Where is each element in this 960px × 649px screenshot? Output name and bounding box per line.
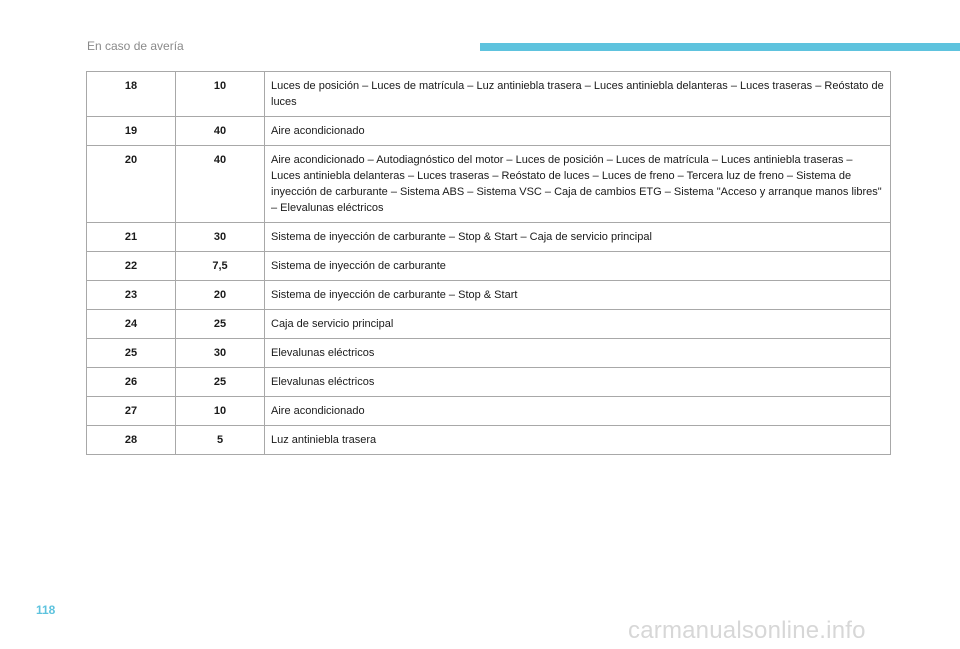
table-row <box>87 426 891 455</box>
fuse-amperage-cell: 5 <box>176 426 265 455</box>
fuse-description-cell: Aire acondicionado <box>265 397 891 426</box>
fuse-number-cell: 25 <box>87 339 176 368</box>
fuse-description-cell: Caja de servicio principal <box>265 310 891 339</box>
fuse-description-cell: Elevalunas eléctricos <box>265 339 891 368</box>
header-accent-bar <box>480 43 960 51</box>
table-row <box>87 223 891 252</box>
fuse-number-cell: 18 <box>87 72 176 117</box>
fuse-amperage-cell: 40 <box>176 146 265 223</box>
page-number: 118 <box>36 603 56 617</box>
fuse-description-cell: Aire acondicionado <box>265 117 891 146</box>
fuse-amperage-cell: 25 <box>176 310 265 339</box>
fuse-table <box>86 71 891 455</box>
fuse-number-cell: 23 <box>87 281 176 310</box>
table-row <box>87 146 891 223</box>
fuse-description-cell: Luz antiniebla trasera <box>265 426 891 455</box>
fuse-table-body <box>87 72 891 455</box>
fuse-number-cell: 27 <box>87 397 176 426</box>
table-row <box>87 117 891 146</box>
fuse-number-cell: 26 <box>87 368 176 397</box>
fuse-amperage-cell: 20 <box>176 281 265 310</box>
fuse-amperage-cell: 40 <box>176 117 265 146</box>
fuse-amperage-cell: 10 <box>176 397 265 426</box>
fuse-amperage-cell: 30 <box>176 223 265 252</box>
fuse-number-cell: 28 <box>87 426 176 455</box>
table-row <box>87 310 891 339</box>
table-row <box>87 368 891 397</box>
fuse-number-cell: 21 <box>87 223 176 252</box>
fuse-description-cell: Luces de posición – Luces de matrícula – Luz antiniebla trasera – Luces antiniebla delanteras – Luces traseras – Reóstato de luces <box>265 72 891 117</box>
fuse-description-cell: Sistema de inyección de carburante – Stop & Start <box>265 281 891 310</box>
table-row <box>87 397 891 426</box>
watermark: carmanualsonline.info <box>628 617 866 644</box>
fuse-number-cell: 20 <box>87 146 176 223</box>
table-row <box>87 252 891 281</box>
fuse-description-cell: Sistema de inyección de carburante <box>265 252 891 281</box>
table-row <box>87 281 891 310</box>
fuse-description-cell: Elevalunas eléctricos <box>265 368 891 397</box>
fuse-number-cell: 19 <box>87 117 176 146</box>
table-row <box>87 72 891 117</box>
fuse-amperage-cell: 10 <box>176 72 265 117</box>
table-row <box>87 339 891 368</box>
fuse-description-cell: Sistema de inyección de carburante – Stop & Start – Caja de servicio principal <box>265 223 891 252</box>
section-title: En caso de avería <box>87 39 184 53</box>
fuse-number-cell: 24 <box>87 310 176 339</box>
fuse-amperage-cell: 7,5 <box>176 252 265 281</box>
fuse-amperage-cell: 25 <box>176 368 265 397</box>
fuse-amperage-cell: 30 <box>176 339 265 368</box>
fuse-number-cell: 22 <box>87 252 176 281</box>
fuse-description-cell: Aire acondicionado – Autodiagnóstico del motor – Luces de posición – Luces de matrícula – Luces antiniebla traseras – Luces antiniebla delanteras – Luces traseras – Reóstato de luces – Luces de freno – Tercera luz de freno – Sistema de inyección de carburante – Sistema ABS – Sistema VSC – Caja de cambios ETG – Sistema "Acceso y arranque manos libres" – Elevalunas eléctricos <box>265 146 891 223</box>
